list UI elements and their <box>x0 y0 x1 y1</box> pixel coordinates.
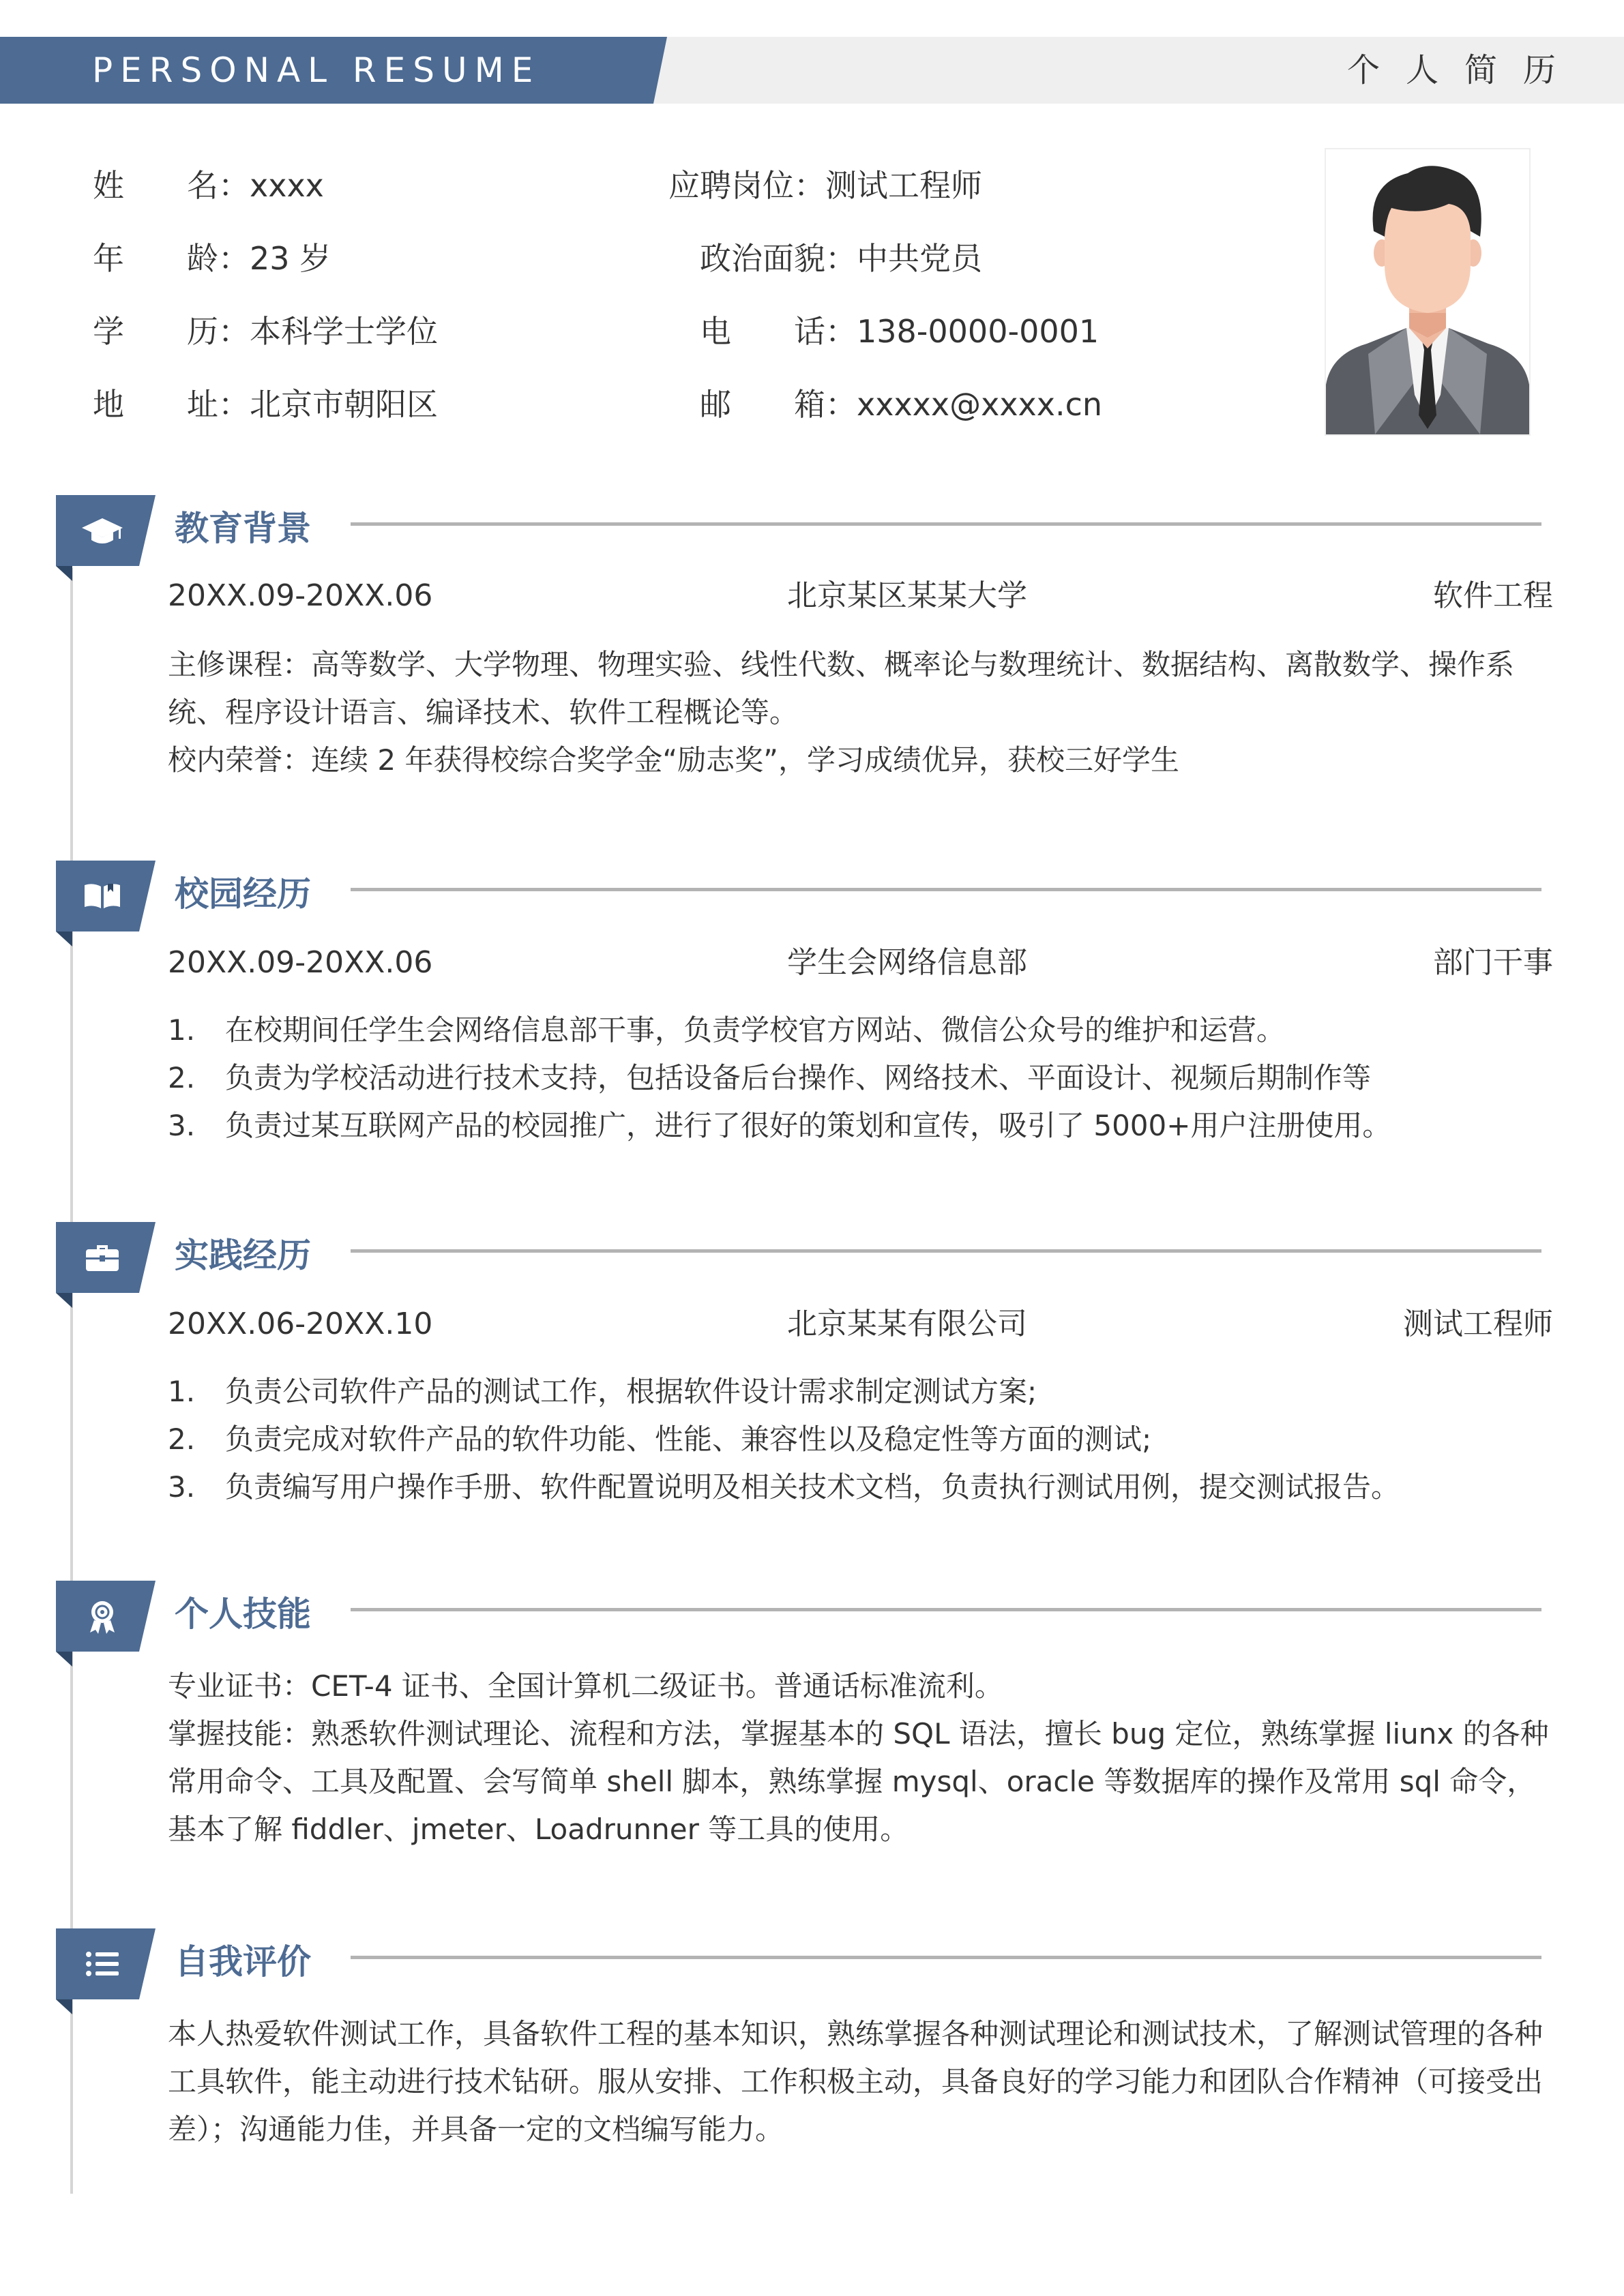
info-position-label: 应聘岗位： <box>668 167 825 204</box>
list-item-text: 负责过某互联网产品的校园推广，进行了很好的策划和宣传，吸引了 5000+用户注册使用。 <box>225 1109 1391 1142</box>
section-notch <box>56 931 72 946</box>
skills-certificates: 专业证书：CET-4 证书、全国计算机二级证书。普通话标准流利。 <box>168 1669 1003 1703</box>
campus-org: 学生会网络信息部 <box>787 945 1027 980</box>
info-phone-label: 电 话： <box>700 313 857 350</box>
info-education <box>93 311 438 352</box>
info-age <box>93 238 331 279</box>
info-email-value: xxxxx@xxxx.cn <box>857 386 1103 423</box>
list-item-text: 负责完成对软件产品的软件功能、性能、兼容性以及稳定性等方面的测试; <box>225 1422 1152 1456</box>
practice-period: 20XX.06-20XX.10 <box>168 1307 433 1341</box>
info-name-value: xxxx <box>250 167 324 204</box>
info-phone-value: 138-0000-0001 <box>857 313 1099 350</box>
campus-role: 部门干事 <box>1433 945 1553 980</box>
section-notch <box>56 1999 72 2014</box>
list-item-number: 2. <box>168 1061 196 1094</box>
info-position-value: 测试工程师 <box>825 167 982 204</box>
list-item-text: 负责编写用户操作手册、软件配置说明及相关技术文档，负责执行测试用例，提交测试报告。 <box>225 1470 1400 1504</box>
info-address-value: 北京市朝阳区 <box>250 386 438 423</box>
section-divider <box>351 1608 1541 1611</box>
graduation-cap-icon <box>80 509 124 552</box>
list-item-text: 负责公司软件产品的测试工作，根据软件设计需求制定测试方案; <box>225 1375 1037 1408</box>
info-political-label: 政治面貌： <box>700 240 857 277</box>
education-courses: 主修课程：高等数学、大学物理、物理实验、线性代数、概率论与数理统计、数据结构、离散数学、操作系统、程序设计语言、编译技术、软件工程概论等。 <box>168 648 1515 729</box>
info-email <box>700 384 1102 425</box>
info-email-label: 邮 箱： <box>700 386 857 423</box>
list-item-number: 3. <box>168 1109 196 1142</box>
list-item-number: 2. <box>168 1422 196 1456</box>
info-age-value: 23 岁 <box>250 240 331 277</box>
resume-title-cn: 个人简历 <box>1346 51 1582 89</box>
section-divider <box>351 1956 1541 1959</box>
section-divider <box>351 1249 1541 1253</box>
info-name-label: 姓 名： <box>93 167 250 204</box>
practice-company: 北京某某有限公司 <box>787 1307 1027 1341</box>
section-divider <box>351 522 1541 526</box>
list-item-number: 3. <box>168 1470 196 1504</box>
section-title-practice: 实践经历 <box>175 1236 311 1275</box>
education-honors: 校内荣誉：连续 2 年获得校综合奖学金“励志奖”，学习成绩优异，获校三好学生 <box>168 743 1179 777</box>
list-item <box>168 1102 1391 1150</box>
info-education-value: 本科学士学位 <box>250 313 438 350</box>
section-divider <box>351 888 1541 891</box>
avatar <box>1325 148 1531 436</box>
award-icon <box>80 1594 124 1638</box>
skills-abilities: 掌握技能：熟悉软件测试理论、流程和方法，掌握基本的 SQL 语法，擅长 bug 定位，熟练掌握 liunx 的各种常用命令、工具及配置、会写简单 shell 脚本，熟练掌握 mysql、oracle 等数据库的操作及常用 sql 命令，基本了解 fiddler、jmeter、Loadrunner 等工具的使用。 <box>168 1717 1549 1846</box>
resume-title-en: PERSONAL RESUME <box>92 50 541 90</box>
list-item <box>168 1416 1151 1463</box>
education-school: 北京某区某某大学 <box>787 578 1027 613</box>
self-evaluation-text: 本人热爱软件测试工作，具备软件工程的基本知识，熟练掌握各种测试理论和测试技术，了解测试管理的各种工具软件，能主动进行技术钻研。服从安排、工作积极主动，具备良好的学习能力和团队合作精神（可接受出差）；沟通能力佳，并具备一定的文档编写能力。 <box>168 2017 1544 2146</box>
info-political <box>700 238 982 279</box>
list-item-number: 1. <box>168 1013 196 1047</box>
briefcase-icon <box>80 1236 124 1279</box>
info-age-label: 年 龄： <box>93 240 250 277</box>
list-item <box>168 1007 1285 1054</box>
list-item <box>168 1463 1400 1511</box>
section-title-self-evaluation: 自我评价 <box>175 1942 311 1982</box>
section-title-campus: 校园经历 <box>175 874 311 914</box>
campus-period: 20XX.09-20XX.06 <box>168 945 433 980</box>
info-name <box>93 165 324 206</box>
practice-role: 测试工程师 <box>1403 1307 1553 1341</box>
list-item <box>168 1054 1371 1102</box>
info-position <box>668 165 982 206</box>
section-title-skills: 个人技能 <box>175 1594 311 1634</box>
info-address-label: 地 址： <box>93 386 250 423</box>
education-period: 20XX.09-20XX.06 <box>168 578 433 613</box>
avatar-illustration <box>1326 149 1529 434</box>
info-political-value: 中共党员 <box>857 240 982 277</box>
education-major: 软件工程 <box>1433 578 1553 613</box>
list-item-text: 在校期间任学生会网络信息部干事，负责学校官方网站、微信公众号的维护和运营。 <box>225 1013 1286 1047</box>
section-notch <box>56 1293 72 1308</box>
section-notch <box>56 1652 72 1667</box>
list-item-text: 负责为学校活动进行技术支持，包括设备后台操作、网络技术、平面设计、视频后期制作等 <box>225 1061 1372 1094</box>
list-item <box>168 1368 1037 1416</box>
list-icon <box>80 1942 124 1986</box>
section-title-education: 教育背景 <box>175 509 311 548</box>
info-education-label: 学 历： <box>93 313 250 350</box>
info-address <box>93 384 438 425</box>
book-icon <box>80 874 124 918</box>
info-phone <box>700 311 1099 352</box>
list-item-number: 1. <box>168 1375 196 1408</box>
